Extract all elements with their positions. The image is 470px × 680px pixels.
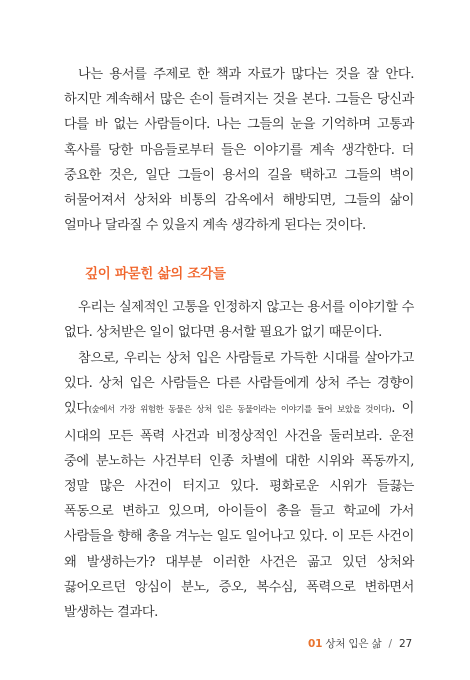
parenthetical-note: (숲에서 가장 위험한 동물은 상처 입은 동물이라는 이야기를 들어 보았을 것이다)	[88, 405, 392, 416]
footer-separator: /	[388, 638, 392, 650]
page-footer	[308, 636, 412, 651]
body-paragraph-2: 우리는 실제적인 고통을 인정하지 않고는 용서를 이야기할 수 없다. 상처받은 일이 없다면 용서할 필요가 없기 때문이다.	[64, 300, 414, 341]
chapter-title: 상처 입은 삶	[325, 638, 382, 650]
chapter-number: 01	[308, 638, 323, 650]
paragraph-3-text-a: 참으로, 우리는 상처 입은 사람들로 가득한 시대를 살아가고 있다. 상처 입은 사람들은 다른 사람들에게 상처 주는 경향이 있다	[64, 351, 414, 417]
body-paragraph-3	[64, 346, 414, 625]
section-heading: 깊이 파묻힌 삶의 조각들	[85, 266, 226, 282]
page-number: 27	[399, 638, 412, 650]
paragraph-3-text-b: . 이 시대의 모든 폭력 사건과 비정상적인 사건을 둘러보라. 운전 중에 분노하는 사건부터 인종 차별에 대한 시위와 폭동까지, 정말 많은 사건이 터지고 있다. 평화로운 시위가 들끓는 폭동으로 변하고 있으며, 아이들이 총을 들고 학교에 가서 사람들을 향해 총을 겨누는 일도 일어나고 있다. 이 모든 사건이 왜 발생하는가? 대부분 이러한 사건은 곪고 있던 상처와 끓어오르던 앙심이 분노, 증오, 복수심, 폭력으로 변하면서 발생하는 결과다.	[64, 401, 414, 621]
body-paragraph-1: 나는 용서를 주제로 한 책과 자료가 많다는 것을 잘 안다. 하지만 계속해서 많은 손이 들려지는 것을 본다. 그들은 당신과 다를 바 없는 사람들이다. 나는 그들의 눈을 기억하며 고통과 혹사를 당한 마음들로부터 들은 이야기를 계속 생각한다. 더 중요한 것은, 일단 그들이 용서의 길을 택하고 그들의 벽이 허물어져서 상처와 비통의 감옥에서 해방되면, 그들의 삶이 얼마나 달라질 수 있을지 계속 생각하게 된다는 것이다.	[64, 67, 414, 234]
